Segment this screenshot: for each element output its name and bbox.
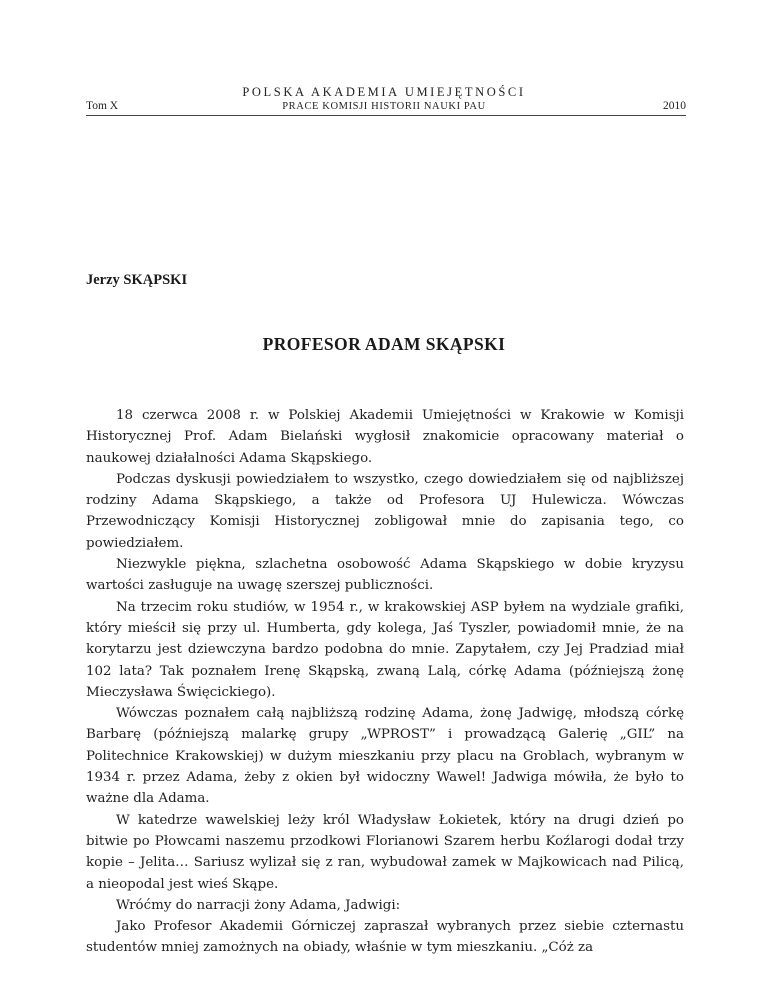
paragraph: Podczas dyskusji powiedziałem to wszystko, czego dowiedziałem się od najbliższej rodziny Adama Skąpskiego, a także od Profesora UJ Hulewicza. Wówczas Przewodniczący Komisji Historycznej zobligował mnie do zapisania tego, co powiedziałem. — [86, 471, 684, 551]
paragraph: Wówczas poznałem całą najbliższą rodzinę Adama, żonę Jadwigę, młodszą córkę Barbarę (późniejszą malarkę grupy „WPROST” i prowadzącą Galerię „GIL” na Politechnice Krakowskiej) w dużym mieszkaniu przy placu na Groblach, wybranym w 1934 r. przez Adama, żeby z okien był widoczny Wawel! Jadwiga mówiła, że było to ważne dla Adama. — [86, 706, 684, 807]
article-title: PROFESOR ADAM SKĄPSKI — [262, 334, 506, 354]
paragraph: Na trzecim roku studiów, w 1954 r., w krakowskiej ASP byłem na wydziale grafiki, który mieścił się przy ul. Humberta, gdy kolega, Jaś Tyszler, powiadomił mnie, że na korytarzu jest dziewczyna bardzo podobna do mnie. Zapytałem, czy Jej Pradziad miał 102 lata? Tak poznałem Irenę Skąpską, zwaną Lalą, córkę Adama (późniejszą żonę Mieczysława Święcickiego). — [86, 599, 684, 700]
paragraph: Wróćmy do narracji żony Adama, Jadwigi: — [116, 897, 401, 913]
paragraph: 18 czerwca 2008 r. w Polskiej Akademii Umiejętności w Krakowie w Komisji Historycznej Prof. Adam Bielański wygłosił znakomicie opracowany materiał o naukowej działalności Adama Skąpskiego. — [86, 408, 684, 466]
academy-name: POLSKA AKADEMIA UMIEJĘTNOŚCI — [242, 85, 526, 99]
paragraph: W katedrze wawelskiej leży król Władysław Łokietek, który na drugi dzień po bitwie po Płowcami naszemu przodkowi Florianowi Szarem herbu Koźlarogi dodał trzy kopie – Jelita… Sariusz wylizał się z ran, wybudował zamek w Majkowicach nad Pilicą, a nieopodal jest wieś Skąpe. — [86, 812, 684, 892]
author-name: Jerzy SKĄPSKI — [86, 272, 188, 288]
year-label: 2010 — [663, 100, 686, 112]
volume-label: Tom X — [86, 100, 119, 112]
header-rule — [86, 115, 686, 116]
paragraph: Niezwykle piękna, szlachetna osobowość Adama Skąpskiego w dobie kryzysu wartości zasługuje na uwagę szerszej publiczności. — [86, 557, 684, 594]
paragraph: Jako Profesor Akademii Górniczej zapraszał wybranych przez siebie czternastu studentów mniej zamożnych na obiady, właśnie w tym mieszkaniu. „Cóż za — [86, 919, 684, 956]
series-name: PRACE KOMISJI HISTORII NAUKI PAU — [282, 101, 486, 112]
article-body — [86, 405, 684, 959]
